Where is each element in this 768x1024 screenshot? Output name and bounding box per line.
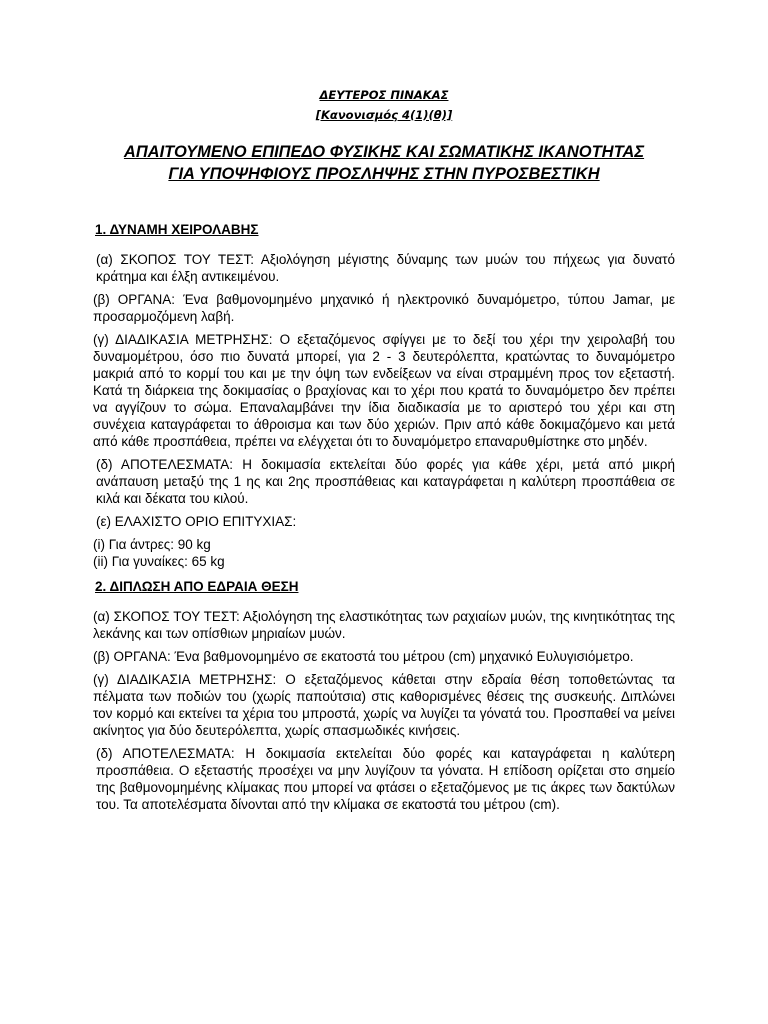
- section-1-procedure: (γ) ΔΙΑΔΙΚΑΣΙΑ ΜΕΤΡΗΣΗΣ: Ο εξεταζόμενος σφίγγει με το δεξί του χέρι την χειρολαβή του δυναμομέτρου, όσο πιο δυνατά μπορεί, για 2 - 3 δευτερόλεπτα, κρατώντας το δυναμόμετρο μακριά από το κορμί του και με την όψη των ενδείξεων να είναι στραμμένη προς τον εξεταστή. Κατά τη διάρκεια της δοκιμασίας ο βραχίονας και το χέρι που κρατά το δυναμόμετρο δεν πρέπει να αγγίζουν το σώμα. Επαναλαμβάνει την ίδια διαδικασία με το αριστερό του χέρι και στη συνέχεια καταγράφεται το άθροισμα και των δύο χεριών. Πριν από κάθε δοκιμαζόμενο και μετά από κάθε προσπάθεια, πρέπει να ελέγχεται ότι το δυναμόμετρο επαναρυθμίστηκε στο μηδέν.: [93, 332, 675, 449]
- section-1-heading: 1. ΔΥΝΑΜΗ ΧΕΙΡΟΛΑΒΗΣ: [95, 222, 259, 237]
- section-gap: [93, 570, 675, 578]
- schedule-label: ΔΕΥΤΕΡΟΣ ΠΙΝΑΚΑΣ: [319, 88, 449, 102]
- section-2-instruments: (β) ΟΡΓΑΝΑ: Ένα βαθμονομημένο σε εκατοστά του μέτρου (cm) μηχανικό Ευλυγισιόμετρο.: [93, 649, 634, 664]
- regulation-reference: [Κανονισμός 4(1)(θ)]: [315, 108, 453, 122]
- document-title-line-2: ΓΙΑ ΥΠΟΨΗΦΙΟΥΣ ΠΡΟΣΛΗΨΗΣ ΣΤΗΝ ΠΥΡΟΣΒΕΣΤΙΚΗ: [168, 165, 600, 183]
- document-title-line-1: ΑΠΑΙΤΟΥΜΕΝΟ ΕΠΙΠΕΔΟ ΦΥΣΙΚΗΣ ΚΑΙ ΣΩΜΑΤΙΚΗΣ ΙΚΑΝΟΤΗΤΑΣ: [123, 143, 645, 161]
- threshold-men: (i) Για άντρες: 90 kg: [93, 537, 211, 552]
- section-2-heading: 2. ΔΙΠΛΩΣΗ ΑΠΟ ΕΔΡΑΙΑ ΘΕΣΗ: [95, 579, 299, 594]
- section-2-procedure: (γ) ΔΙΑΔΙΚΑΣΙΑ ΜΕΤΡΗΣΗΣ: Ο εξεταζόμενος κάθεται στην εδραία θέση τοποθετώντας τα πέλματα των ποδιών του (χωρίς παπούτσια) στις καθορισμένες θέσεις της συσκευής. Διπλώνει τον κορμό και εκτείνει τα χέρια του μπροστά, χωρίς να λυγίζει τα γόνατά του. Προσπαθεί να μείνει ακίνητος για δύο δευτερόλεπτα, χωρίς σπασμωδικές κινήσεις.: [93, 672, 675, 738]
- threshold-women: (ii) Για γυναίκες: 65 kg: [93, 554, 225, 569]
- section-2-results: (δ) ΑΠΟΤΕΛΕΣΜΑΤΑ: Η δοκιμασία εκτελείται δύο φορές και καταγράφεται η καλύτερη προσπάθεια. Ο εξεταστής προσέχει να μην λυγίζουν τα γόνατα. Η επίδοση ορίζεται στο σημείο της βαθμονομημένης κλίμακας που μπορεί να φτάσει ο εξεταζόμενος με τις άκρες των δακτύλων του. Τα αποτελέσματα δίνονται από την κλίμακα σε εκατοστά του μέτρου (cm).: [96, 746, 675, 812]
- section-1-instruments: (β) ΟΡΓΑΝΑ: Ένα βαθμονομημένο μηχανικό ή ηλεκτρονικό δυναμόμετρο, τύπου Jamar, με προσαρμοζόμενη λαβή.: [93, 292, 675, 324]
- section-1-pass-threshold: (ε) ΕΛΑΧΙΣΤΟ ΟΡΙΟ ΕΠΙΤΥΧΙΑΣ:: [96, 514, 297, 529]
- section-1-results: (δ) ΑΠΟΤΕΛΕΣΜΑΤΑ: Η δοκιμασία εκτελείται δύο φορές για κάθε χέρι, μετά από μικρή ανάπαυση μεταξύ της 1 ης και 2ης προσπάθειας και καταγράφεται η καλύτερη προσπάθεια σε κιλά και δέκατα του κιλού.: [96, 457, 675, 506]
- section-2-purpose: (α) ΣΚΟΠΟΣ ΤΟΥ ΤΕΣΤ: Αξιολόγηση της ελαστικότητας των ραχιαίων μυών, της κινητικότητας της λεκάνης και των οπίσθιων μηριαίων μυών.: [93, 609, 675, 641]
- document-body: [93, 221, 675, 819]
- section-1-threshold-list: [93, 536, 675, 570]
- section-1-purpose: (α) ΣΚΟΠΟΣ ΤΟΥ ΤΕΣΤ: Αξιολόγηση μέγιστης δύναμης των μυών του πήχεως για δυνατό κράτημα και έλξη αντικειμένου.: [96, 252, 675, 284]
